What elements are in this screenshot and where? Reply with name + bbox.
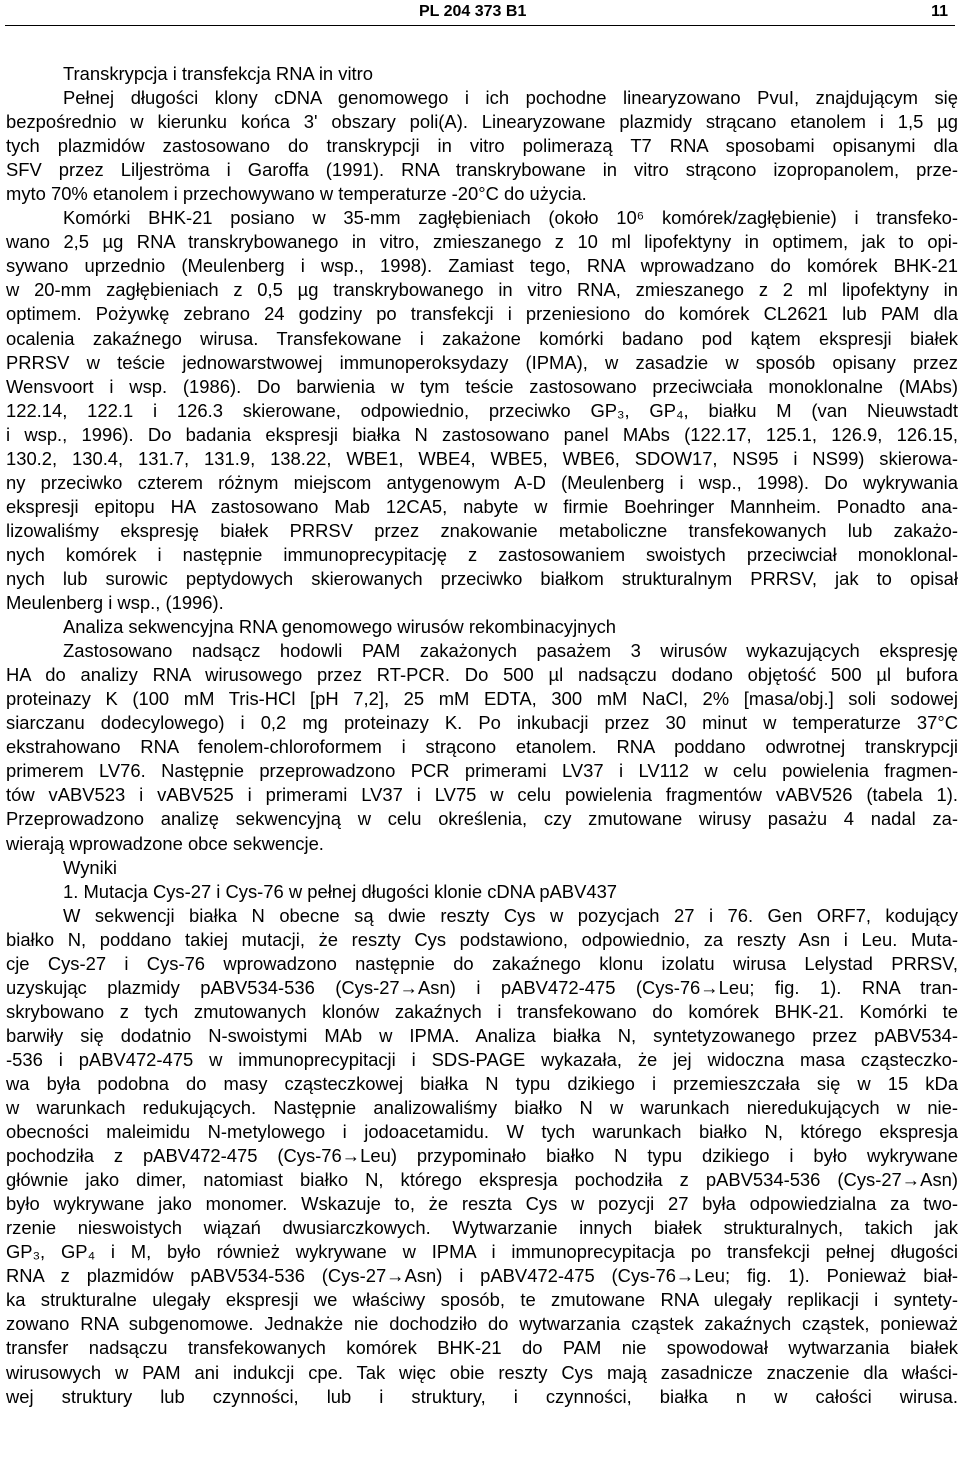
text-line: SFV przez Liljeströma i Garoffa (1991). RNA transkrybowane in vitro strącono izopropanolem, prze- [6,159,958,181]
text-line: wej struktury lub czynności, lub i struktury, i czynności, białka n w całości wirusa. [6,1385,958,1407]
section-heading-analysis: Analiza sekwencyjna RNA genomowego wirusów rekombinacyjnych [63,616,617,638]
header-rule [5,25,955,26]
text-line: sywano uprzednio (Meulenberg i wsp., 1998). Zamiast tego, RNA wprowadzano do komórek BHK-21 [6,255,958,277]
text-line: GP₃, GP₄ i M, było również wykrywane w IPMA i immunoprecypitacja po transfekcji pełnej długości [6,1241,958,1263]
text-line: nych lub surowic peptydowych skierowanych przeciwko białkom strukturalnym PRRSV, jak to opisał [6,567,958,589]
text-line: tów vABV523 i vABV525 i primerami LV37 i LV75 w celu powielenia fragmentów vABV526 (tabela 1). [6,784,958,806]
text-line: ekstrahowano RNA fenolem-chloroformem i strącono etanolem. RNA poddano odwrotnej transkrypcji [6,736,958,758]
text-line: barwiły się dodatnio N-swoistymi MAb w IPMA. Analiza białka N, syntetyzowanego przez pABV534- [6,1024,958,1046]
text-line: wa była podobna do masy cząsteczkowej białka N typu dzikiego i przemieszczała się w 15 kDa [6,1072,958,1094]
text-line: primerem LV76. Następnie przeprowadzono PCR primerami LV37 i LV112 w celu powielenia fragmen- [6,760,958,782]
section-heading-transcription: Transkrypcja i transfekcja RNA in vitro [63,63,374,84]
text-line: Komórki BHK-21 posiano w 35-mm zagłębieniach (około 10⁶ komórek/zagłębienie) i transfeko- [63,207,958,229]
text-line: ocalenia zakaźnego wirusa. Transfekowane i zakażone komórki badano pod kątem ekspresji białek [6,327,958,349]
text-line: 122.14, 122.1 i 126.3 skierowane, odpowiednio, przeciwko GP₃, GP₄, białku M (van Nieuwstadt [6,399,958,421]
text-line: Meulenberg i wsp., (1996). [6,592,224,614]
text-line: myto 70% etanolem i przechowywano w temperaturze -20°C do użycia. [6,183,587,205]
text-line: W sekwencji białka N obecne są dwie reszty Cys w pozycjach 27 i 76. Gen ORF7, kodujący [63,904,958,926]
text-line: rzenie nieswoistych wiązań dwusiarczkowych. Wytwarzanie innych białek strukturalnych, takich jak [6,1217,958,1239]
text-line: zowano RNA subgenomowe. Jednakże nie dochodziło do wytwarzania cząstek zakaźnych cząstek, ponieważ [6,1313,958,1335]
text-line: i wsp., 1996). Do badania ekspresji białka N zastosowano panel MAbs (122.17, 125.1, 126.9, 126.15, [6,423,958,445]
text-line: pochodziła z pABV472-475 (Cys-76→Leu) przypominało białko N typu dzikiego i było wykrywane [6,1145,958,1167]
text-line: uzyskując plazmidy pABV534-536 (Cys-27→Asn) i pABV472-475 (Cys-76→Leu; fig. 1). RNA tran- [6,976,958,998]
text-line: Przeprowadzono analizę sekwencyjną w celu określenia, czy zmutowane wirusy pasażu 4 nadal za- [6,808,958,830]
text-line: PRRSV w teście jednowarstwowej immunoperoksydazy (IPMA), w zasadzie w sposób opisany przez [6,351,958,373]
text-line: 130.2, 130.4, 131.7, 131.9, 138.22, WBE1, WBE4, WBE5, WBE6, SDOW17, NS95 i NS99) skierowa- [6,447,958,469]
text-line: ekspresji epitopu HA zastosowano Mab 12CA5, nabyte w firmie Boehringer Mannheim. Ponadto ana- [6,495,958,517]
text-line: wano 2,5 µg RNA transkrybowanego in vitro, zmieszanego z 10 ml lipofektyny in optimem, jak to opi- [6,231,958,253]
text-line: lizowaliśmy ekspresję białek PRRSV przez znakowanie metaboliczne transfekowanych lub zakażo- [6,519,958,541]
text-line: HA do analizy RNA wirusowego przez RT-PCR. Do 500 µl nadsączu dodano objętość 500 µl bufora [6,664,958,686]
text-line: wierają wprowadzone obce sekwencje. [6,832,324,854]
text-line: -536 i pABV472-475 w immunoprecypitacji i SDS-PAGE wykazała, że jej widoczna masa cząsteczko- [6,1048,958,1070]
text-line: optimem. Pożywkę zebrano 24 godziny po transfekcji i przeniesiono do komórek CL2621 lub PAM dla [6,303,958,325]
text-line: obecności maleimidu N-metylowego i jodoacetamidu. W tych warunkach białko N, którego ekspresja [6,1121,958,1143]
text-line: wirusowych w PAM ani indukcji cpe. Tak więc obie reszty Cys mają zasadnicze znaczenie dla właści- [6,1361,958,1383]
document-body [6,62,958,1409]
text-line: Pełnej długości klony cDNA genomowego i ich pochodne linearyzowano PvuI, znajdującym się [63,87,958,109]
page-number: 11 [931,3,948,20]
text-line: białko N, poddano takiej mutacji, że reszty Cys podstawiono, odpowiednio, za reszty Asn i Leu. Muta- [6,928,958,950]
subsection-heading-mutation: 1. Mutacja Cys-27 i Cys-76 w pełnej długości klonie cDNA pABV437 [63,880,618,902]
text-line: tych plazmidów zastosowano do transkrypcji in vitro polimerazą T7 RNA sposobami opisanymi dla [6,135,958,157]
text-line: było wykrywane jako monomer. Wskazuje to, że reszta Cys w pozycji 27 była odpowiedzialna za two- [6,1193,958,1215]
text-line: transfer nadsączu transfekowanych komórek BHK-21 do PAM nie spowodował wytwarzania białek [6,1337,958,1359]
text-line: nych komórek i następnie immunoprecypitację z zastosowaniem swoistych przeciwciał monoklonal- [6,543,958,565]
text-line: skrybowano z tych zmutowanych klonów zakaźnych i transfekowano do komórek BHK-21. Komórki te [6,1000,958,1022]
text-line: Wensvoort i wsp. (1986). Do barwienia w tym teście zastosowano przeciwciała monoklonalne (MAbs) [6,375,958,397]
text-line: w warunkach redukujących. Następnie analizowaliśmy białko N w warunkach nieredukujących w nie- [6,1097,958,1119]
text-line: RNA z plazmidów pABV534-536 (Cys-27→Asn) i pABV472-475 (Cys-76→Leu; fig. 1). Ponieważ biał- [6,1265,958,1287]
text-line: w 20-mm zagłębieniach z 0,5 µg transkrybowanego in vitro RNA, zmieszanego z 2 ml lipofektyny in [6,279,958,301]
text-line: Zastosowano nadsącz hodowli PAM zakażonych pasażem 3 wirusów wykazujących ekspresję [63,640,958,662]
text-line: ka strukturalne ulegały ekspresji we właściwy sposób, te zmutowane RNA ulegały replikacji i syntety- [6,1289,958,1311]
text-line: ny przeciwko czterem różnym miejscom antygenowym A-D (Meulenberg i wsp., 1998). Do wykrywania [6,471,958,493]
section-heading-results: Wyniki [63,856,117,878]
patent-id: PL 204 373 B1 [419,3,527,20]
text-line: głównie jako dimer, natomiast białko N, którego ekspresja pochodziła z pABV534-536 (Cys-27→Asn) [6,1169,958,1191]
text-line: proteinazy K (100 mM Tris-HCl [pH 7,2], 25 mM EDTA, 300 mM NaCl, 2% [masa/obj.] soli sodowej [6,688,958,710]
text-line: bezpośrednio w kierunku końca 3' obszary poli(A). Linearyzowane plazmidy strącano etanolem i 1,5 µg [6,111,958,133]
text-line: cje Cys-27 i Cys-76 wprowadzono następnie do zakaźnego klonu izolatu wirusa Lelystad PRRSV, [6,952,958,974]
text-line: siarczanu dodecylowego) i 0,2 mg proteinazy K. Po inkubacji przez 30 minut w temperaturze 37°C [6,712,958,734]
